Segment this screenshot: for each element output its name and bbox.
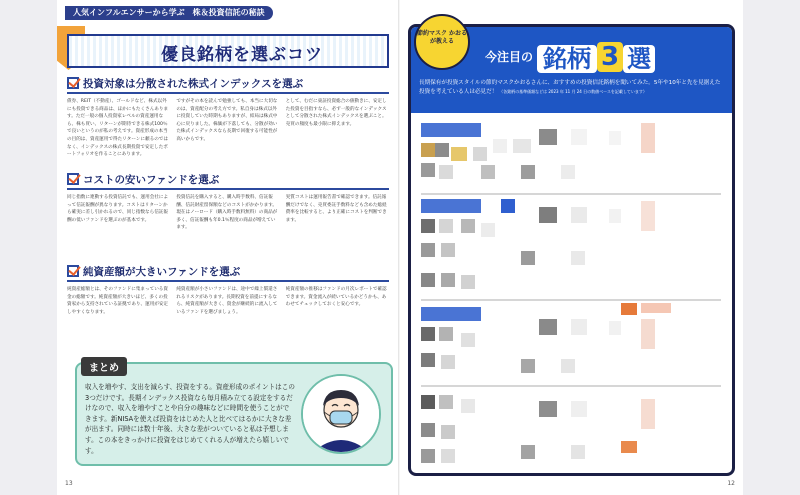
mosaic-tile <box>561 165 575 179</box>
mosaic-tile <box>641 399 655 429</box>
mosaic-tile <box>571 445 585 459</box>
divider <box>421 299 721 301</box>
section-title: 純資産額が大きいファンドを選ぶ <box>83 265 241 278</box>
divider <box>421 193 721 195</box>
mosaic-tile <box>571 319 587 335</box>
mosaic-tile <box>481 165 495 179</box>
mosaic-tile <box>621 303 637 315</box>
mosaic-tile <box>421 327 435 341</box>
section-text: ですがその本を読んで勉強しても、本当に大切なのは、資産配分の考え方です。私自身は株式以外に投資していた時期もありますが、結局は株式中心に戻りました。株価が下落しても、分散が効いた株式インデックスなら長期で回復する可能性が高いからです。 <box>176 99 278 142</box>
ranking-title <box>485 39 655 74</box>
title-small: 今注目の <box>485 50 534 64</box>
mosaic-tile <box>439 219 453 233</box>
mosaic-tile <box>513 139 531 153</box>
mosaic-tile <box>621 441 637 453</box>
mosaic-tile <box>571 207 587 223</box>
title-big2: 選 <box>623 45 655 73</box>
mosaic-tile <box>421 143 435 157</box>
mosaic-tile <box>571 251 585 265</box>
mosaic-tile <box>441 273 455 287</box>
section-header <box>67 262 389 282</box>
check-icon <box>67 265 79 277</box>
avatar-illustration <box>301 374 381 454</box>
main-title-box <box>67 34 389 68</box>
mosaic-tile <box>461 219 475 233</box>
mosaic-tile <box>609 209 621 223</box>
lead-text <box>419 79 725 96</box>
mosaic-tile <box>481 223 495 237</box>
mosaic-tile <box>441 449 455 463</box>
title-big: 銘柄 <box>537 45 597 73</box>
mosaic-tile <box>521 251 535 265</box>
mosaic-tile <box>609 131 621 145</box>
section-text: 純資産額が小さいファンドは、途中で繰上償還されるリスクがあります。長期投資を前提にするなら、純資産額が大きく、資金が継続的に流入しているファンドを選びましょう。 <box>176 287 278 315</box>
section-header <box>67 170 389 190</box>
mosaic-tile <box>441 243 455 257</box>
mosaic-tile <box>641 303 671 313</box>
lead-note: （各銘柄の基準価額などは 2023 年 11 月 24 日の数値ベースを記載しています） <box>499 88 647 94</box>
mosaic-tile <box>461 333 475 347</box>
section-text: として、むだに東証投資総合の値動きに、安定した投資を目指すなら、必ず一般的なインデックスとして分散された株式インデックスを選ぶこと。売買の頻度も最小限に抑えます。 <box>285 99 387 127</box>
mosaic-tile <box>421 307 481 321</box>
mosaic-tile <box>441 355 455 369</box>
section-text: 投資信託を購入すると、購入時手数料、信託報酬、信託財産留保額などのコストがかかります。現在はノーロード（購入時手数料無料）の商品が多く、信託報酬も年0.1％程度の商品が増えています。 <box>176 195 278 231</box>
section-text: 純資産額の推移はファンドの月次レポートで確認できます。資金流入が続いているかどうかも、あわせてチェックしておくと安心です。 <box>285 287 387 308</box>
mosaic-tile <box>441 425 455 439</box>
section-text: 実質コストは運用報告書で確認できます。信託報酬だけでなく、売買委託手数料なども含めた総経費率を比較すると、より正確にコストを判断できます。 <box>285 195 387 223</box>
badge: 節約マスク かおるが教える <box>414 14 470 70</box>
mosaic-tile <box>421 395 435 409</box>
mosaic-tile <box>461 275 475 289</box>
summary-label: まとめ <box>81 357 127 376</box>
mosaic-tile <box>561 359 575 373</box>
mosaic-tile <box>501 199 515 213</box>
mosaic-tile <box>421 273 435 287</box>
mosaic-tile <box>609 321 621 335</box>
section-text: 同じ指数に連動する投資信託でも、運用会社によって信託報酬が異なります。コストはリターンから確実に差し引かれるので、同じ指数なら信託報酬の低いファンドを選ぶのが基本です。 <box>67 195 169 223</box>
mosaic-tile <box>571 129 587 145</box>
left-page <box>57 0 400 495</box>
page-title: 優良銘柄を選ぶコツ <box>161 45 323 65</box>
section-title: 投資対象は分散された株式インデックスを選ぶ <box>83 77 304 90</box>
mosaic-tile <box>641 123 655 153</box>
summary-text: 収入を増やす、支出を減らす、投資をする。資産形成のポイントはこの3つだけです。長期インデックス投資なら毎月積み立てる設定をするだけなので、収入を増やすことや自分の趣味などに時間を使うことができます。新NISAを使えば投資をはじめた人と比べてはるかに大きな差が出ます。同時には数十年後、大きな差がついていると私は予想します。この本をきっかけに投資をはじめてくれる人が増えたら嬉しいです。 <box>85 383 295 455</box>
mosaic-tile <box>421 123 481 137</box>
check-icon <box>67 77 79 89</box>
mosaic-tile <box>421 353 435 367</box>
summary-box <box>75 362 393 466</box>
page-number: 13 <box>65 480 73 487</box>
mosaic-tile <box>539 207 557 223</box>
section-low-cost <box>67 170 389 260</box>
mosaic-tile <box>539 319 557 335</box>
mosaic-tile <box>421 219 435 233</box>
section-text: 純資産総額とは、そのファンドに集まっている資金の総額です。純資産額が大きいほど、多くの投資家から支持されている証拠であり、運用が安定しやすくなります。 <box>67 287 169 315</box>
section-title: コストの安いファンドを選ぶ <box>83 173 220 186</box>
mosaic-tile <box>571 401 587 417</box>
mosaic-tile <box>421 423 435 437</box>
mosaic-tile <box>451 147 467 161</box>
mosaic-tile <box>421 243 435 257</box>
mosaic-tile <box>539 401 557 417</box>
mosaic-tile <box>421 163 435 177</box>
mosaic-tile <box>521 359 535 373</box>
mosaic-tile <box>421 199 481 213</box>
section-net-assets <box>67 262 389 358</box>
mosaic-tile <box>493 139 507 153</box>
mosaic-tile <box>539 129 557 145</box>
mosaic-tile <box>439 165 453 179</box>
page-number: 12 <box>727 480 735 487</box>
ranking-card <box>408 24 735 476</box>
mosaic-tile <box>439 395 453 409</box>
mosaic-tile <box>641 201 655 231</box>
series-tag: 人気インフルエンサーから学ぶ 株＆投資信託の秘訣 <box>65 6 273 20</box>
lead-body: 長期保有が投資スタイルの節約マスクかおるさんに、おすすめの投資信託銘柄を聞いてみた。5年や10年と先を見据えた投資を考えている人は必見だ！ <box>419 80 721 95</box>
mosaic-tile <box>435 143 449 157</box>
mosaic-tile <box>439 327 453 341</box>
mosaic-tile <box>521 445 535 459</box>
title-number: 3 <box>597 42 623 72</box>
mosaic-tile <box>521 165 535 179</box>
right-page <box>400 0 743 495</box>
mosaic-tile <box>421 449 435 463</box>
section-text: 債券、REIT（不動産）、ゴールドなど、株式以外にも投資できる商品は、ほかにもたくさんあります。ただ一般の個人投資家レベルの資産運用なら、株も買い、リターンが期待できる株式100％で良いというのが私の考えです。資産形成の本当の目的は、資産運用で得たリターンに頼るのではなく、インデックスの株式長期投資で安定したポートフォリオを作ることにあります。 <box>67 99 169 158</box>
mosaic-tile <box>641 319 655 349</box>
mosaic-tile <box>473 147 487 161</box>
divider <box>421 385 721 387</box>
check-icon <box>67 173 79 185</box>
mosaic-tile <box>461 399 475 413</box>
pixelated-fund-list <box>421 123 721 471</box>
section-header <box>67 74 389 94</box>
